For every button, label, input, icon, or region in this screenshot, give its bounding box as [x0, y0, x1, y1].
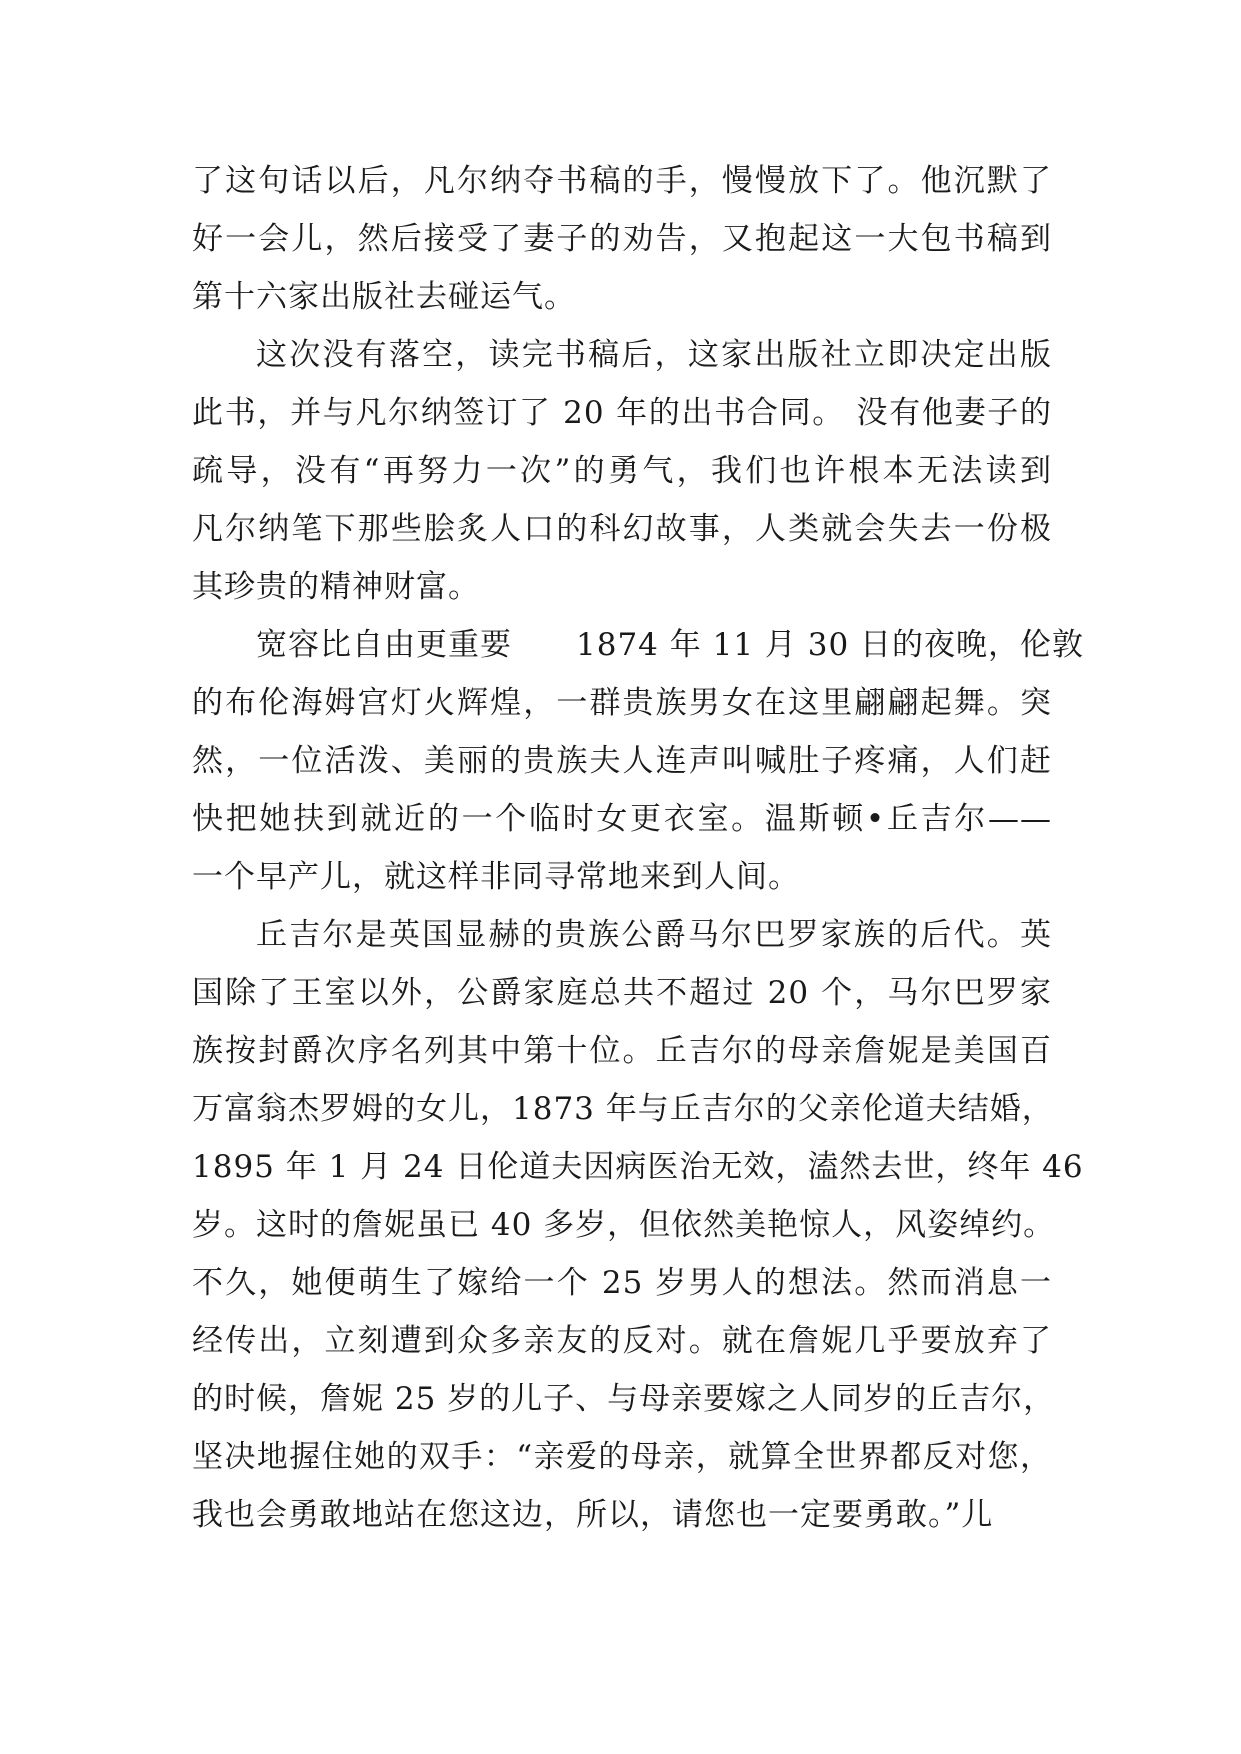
paragraph [192, 906, 1084, 1544]
text-line: 第十六家出版社去碰运气。 [192, 279, 576, 315]
text-line: 这次没有落空，读完书稿后，这家出版社立即决定出版 [256, 337, 1052, 373]
text-line: 其珍贵的精神财富。 [192, 569, 480, 605]
text-line: 快把她扶到就近的一个临时女更衣室。温斯顿•丘吉尔—— [192, 801, 1052, 837]
text-line: 疏导，没有“再努力一次”的勇气，我们也许根本无法读到 [192, 453, 1052, 489]
text-line: 1895 年 1 月 24 日伦道夫因病医治无效，溘然去世，终年 46 [192, 1149, 1084, 1185]
text-line: 我也会勇敢地站在您这边，所以，请您也一定要勇敢。”儿 [192, 1497, 994, 1533]
text-line: 丘吉尔是英国显赫的贵族公爵马尔巴罗家族的后代。英 [256, 917, 1052, 953]
text-line: 族按封爵次序名列其中第十位。丘吉尔的母亲詹妮是美国百 [192, 1033, 1052, 1069]
text-line: 的布伦海姆宫灯火辉煌，一群贵族男女在这里翩翩起舞。突 [192, 685, 1052, 721]
text-line: 国除了王室以外，公爵家庭总共不超过 20 个，马尔巴罗家 [192, 975, 1052, 1011]
paragraph [192, 152, 1052, 326]
text-line: 不久，她便萌生了嫁给一个 25 岁男人的想法。然而消息一 [192, 1265, 1052, 1301]
text-line: 宽容比自由更重要 1874 年 11 月 30 日的夜晚，伦敦 [256, 627, 1085, 663]
text-line: 的时候，詹妮 25 岁的儿子、与母亲要嫁之人同岁的丘吉尔， [192, 1381, 1056, 1417]
paragraph [192, 616, 1085, 906]
document-body [192, 152, 1085, 1544]
text-line: 好一会儿，然后接受了妻子的劝告，又抱起这一大包书稿到 [192, 221, 1052, 257]
text-line: 凡尔纳笔下那些脍炙人口的科幻故事，人类就会失去一份极 [192, 511, 1052, 547]
text-line: 岁。这时的詹妮虽已 40 多岁，但依然美艳惊人，风姿绰约。 [192, 1207, 1056, 1243]
text-line: 此书，并与凡尔纳签订了 20 年的出书合同。 没有他妻子的 [192, 395, 1052, 431]
text-line: 坚决地握住她的双手：“亲爱的母亲，就算全世界都反对您， [192, 1439, 1052, 1475]
text-line: 万富翁杰罗姆的女儿，1873 年与丘吉尔的父亲伦道夫结婚， [192, 1091, 1054, 1127]
text-line: 经传出，立刻遭到众多亲友的反对。就在詹妮几乎要放弃了 [192, 1323, 1052, 1359]
text-line: 一个早产儿，就这样非同寻常地来到人间。 [192, 859, 800, 895]
text-line: 了这句话以后，凡尔纳夺书稿的手，慢慢放下了。他沉默了 [192, 163, 1052, 199]
paragraph [192, 326, 1052, 616]
text-line: 然，一位活泼、美丽的贵族夫人连声叫喊肚子疼痛，人们赶 [192, 743, 1052, 779]
